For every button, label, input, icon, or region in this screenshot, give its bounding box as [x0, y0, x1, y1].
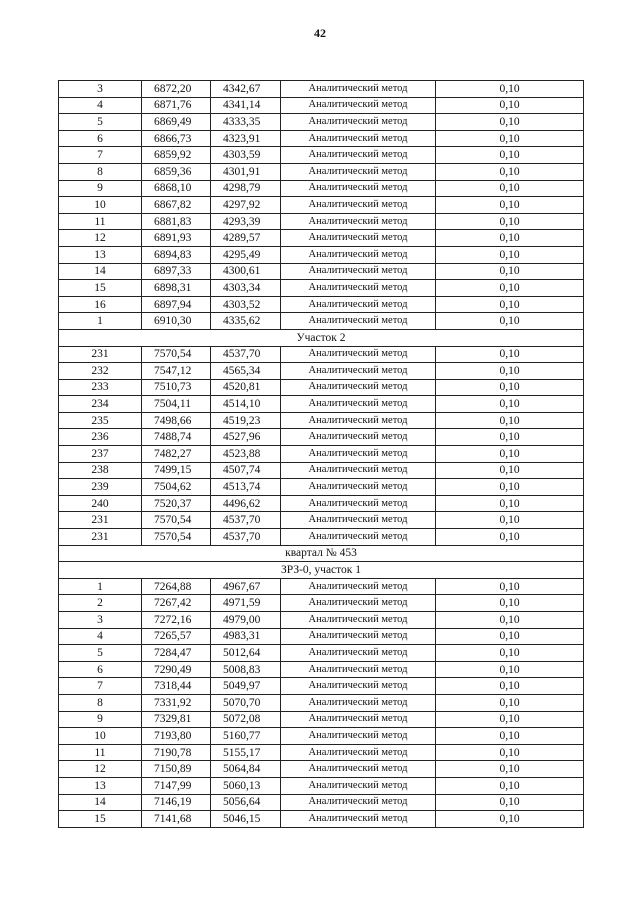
method-cell: Аналитический метод — [281, 645, 436, 662]
point-number-cell: 7 — [59, 147, 142, 164]
point-number-cell: 13 — [59, 777, 142, 794]
x-coordinate-cell: 6898,31 — [142, 280, 211, 297]
y-coordinate-cell: 4303,34 — [211, 280, 281, 297]
x-coordinate-cell: 7499,15 — [142, 462, 211, 479]
coordinates-table — [58, 80, 584, 828]
x-coordinate-cell: 6866,73 — [142, 130, 211, 147]
accuracy-cell: 0,10 — [436, 462, 584, 479]
method-cell: Аналитический метод — [281, 794, 436, 811]
point-number-cell: 237 — [59, 446, 142, 463]
table-row — [59, 479, 584, 496]
accuracy-cell: 0,10 — [436, 661, 584, 678]
method-cell: Аналитический метод — [281, 97, 436, 114]
point-number-cell: 236 — [59, 429, 142, 446]
accuracy-cell: 0,10 — [436, 147, 584, 164]
y-coordinate-cell: 4301,91 — [211, 163, 281, 180]
table-row — [59, 114, 584, 131]
x-coordinate-cell: 6897,94 — [142, 296, 211, 313]
x-coordinate-cell: 7190,78 — [142, 744, 211, 761]
method-cell: Аналитический метод — [281, 246, 436, 263]
accuracy-cell: 0,10 — [436, 794, 584, 811]
accuracy-cell: 0,10 — [436, 130, 584, 147]
accuracy-cell: 0,10 — [436, 180, 584, 197]
page-number: 42 — [314, 26, 326, 40]
table-row — [59, 396, 584, 413]
accuracy-cell: 0,10 — [436, 811, 584, 828]
accuracy-cell: 0,10 — [436, 694, 584, 711]
y-coordinate-cell: 4537,70 — [211, 512, 281, 529]
section-heading-row — [59, 545, 584, 562]
accuracy-cell: 0,10 — [436, 412, 584, 429]
method-cell: Аналитический метод — [281, 114, 436, 131]
y-coordinate-cell: 4527,96 — [211, 429, 281, 446]
point-number-cell: 231 — [59, 346, 142, 363]
y-coordinate-cell: 5049,97 — [211, 678, 281, 695]
y-coordinate-cell: 5070,70 — [211, 694, 281, 711]
point-number-cell: 9 — [59, 180, 142, 197]
x-coordinate-cell: 6869,49 — [142, 114, 211, 131]
x-coordinate-cell: 7570,54 — [142, 346, 211, 363]
y-coordinate-cell: 4514,10 — [211, 396, 281, 413]
y-coordinate-cell: 4303,59 — [211, 147, 281, 164]
point-number-cell: 14 — [59, 794, 142, 811]
accuracy-cell: 0,10 — [436, 711, 584, 728]
table-row — [59, 147, 584, 164]
point-number-cell: 7 — [59, 678, 142, 695]
x-coordinate-cell: 6910,30 — [142, 313, 211, 330]
x-coordinate-cell: 7147,99 — [142, 777, 211, 794]
table-row — [59, 197, 584, 214]
point-number-cell: 3 — [59, 81, 142, 98]
point-number-cell: 10 — [59, 728, 142, 745]
table-row — [59, 612, 584, 629]
table-row — [59, 595, 584, 612]
method-cell: Аналитический метод — [281, 313, 436, 330]
accuracy-cell: 0,10 — [436, 280, 584, 297]
y-coordinate-cell: 5060,13 — [211, 777, 281, 794]
table-row — [59, 462, 584, 479]
y-coordinate-cell: 4300,61 — [211, 263, 281, 280]
point-number-cell: 6 — [59, 130, 142, 147]
table-row — [59, 678, 584, 695]
y-coordinate-cell: 4293,39 — [211, 213, 281, 230]
accuracy-cell: 0,10 — [436, 81, 584, 98]
y-coordinate-cell: 5072,08 — [211, 711, 281, 728]
table-row — [59, 296, 584, 313]
table-row — [59, 628, 584, 645]
accuracy-cell: 0,10 — [436, 263, 584, 280]
x-coordinate-cell: 7150,89 — [142, 761, 211, 778]
accuracy-cell: 0,10 — [436, 645, 584, 662]
y-coordinate-cell: 4323,91 — [211, 130, 281, 147]
x-coordinate-cell: 6868,10 — [142, 180, 211, 197]
accuracy-cell: 0,10 — [436, 678, 584, 695]
method-cell: Аналитический метод — [281, 81, 436, 98]
table-row — [59, 130, 584, 147]
point-number-cell: 231 — [59, 529, 142, 546]
x-coordinate-cell: 7193,80 — [142, 728, 211, 745]
table-row — [59, 363, 584, 380]
accuracy-cell: 0,10 — [436, 728, 584, 745]
y-coordinate-cell: 5155,17 — [211, 744, 281, 761]
method-cell: Аналитический метод — [281, 529, 436, 546]
y-coordinate-cell: 5008,83 — [211, 661, 281, 678]
x-coordinate-cell: 7504,11 — [142, 396, 211, 413]
table-row — [59, 246, 584, 263]
method-cell: Аналитический метод — [281, 180, 436, 197]
table-row — [59, 495, 584, 512]
point-number-cell: 4 — [59, 97, 142, 114]
section-heading: ЗРЗ-0, участок 1 — [59, 562, 584, 579]
point-number-cell: 9 — [59, 711, 142, 728]
y-coordinate-cell: 4342,67 — [211, 81, 281, 98]
x-coordinate-cell: 7272,16 — [142, 612, 211, 629]
y-coordinate-cell: 4537,70 — [211, 346, 281, 363]
y-coordinate-cell: 4297,92 — [211, 197, 281, 214]
table-row — [59, 711, 584, 728]
section-heading-row — [59, 329, 584, 346]
y-coordinate-cell: 4335,62 — [211, 313, 281, 330]
point-number-cell: 239 — [59, 479, 142, 496]
point-number-cell: 1 — [59, 313, 142, 330]
x-coordinate-cell: 7284,47 — [142, 645, 211, 662]
accuracy-cell: 0,10 — [436, 446, 584, 463]
table-row — [59, 263, 584, 280]
x-coordinate-cell: 7264,88 — [142, 578, 211, 595]
table-row — [59, 728, 584, 745]
y-coordinate-cell: 5160,77 — [211, 728, 281, 745]
point-number-cell: 231 — [59, 512, 142, 529]
method-cell: Аналитический метод — [281, 578, 436, 595]
y-coordinate-cell: 4341,14 — [211, 97, 281, 114]
table-row — [59, 645, 584, 662]
method-cell: Аналитический метод — [281, 363, 436, 380]
y-coordinate-cell: 4979,00 — [211, 612, 281, 629]
y-coordinate-cell: 4333,35 — [211, 114, 281, 131]
accuracy-cell: 0,10 — [436, 163, 584, 180]
method-cell: Аналитический метод — [281, 479, 436, 496]
point-number-cell: 234 — [59, 396, 142, 413]
table-row — [59, 777, 584, 794]
accuracy-cell: 0,10 — [436, 213, 584, 230]
x-coordinate-cell: 7141,68 — [142, 811, 211, 828]
method-cell: Аналитический метод — [281, 761, 436, 778]
x-coordinate-cell: 7331,92 — [142, 694, 211, 711]
point-number-cell: 10 — [59, 197, 142, 214]
accuracy-cell: 0,10 — [436, 429, 584, 446]
method-cell: Аналитический метод — [281, 711, 436, 728]
table-row — [59, 379, 584, 396]
method-cell: Аналитический метод — [281, 446, 436, 463]
method-cell: Аналитический метод — [281, 147, 436, 164]
table-row — [59, 744, 584, 761]
accuracy-cell: 0,10 — [436, 612, 584, 629]
point-number-cell: 8 — [59, 694, 142, 711]
method-cell: Аналитический метод — [281, 379, 436, 396]
y-coordinate-cell: 4496,62 — [211, 495, 281, 512]
y-coordinate-cell: 5046,15 — [211, 811, 281, 828]
method-cell: Аналитический метод — [281, 429, 436, 446]
section-heading: Участок 2 — [59, 329, 584, 346]
method-cell: Аналитический метод — [281, 280, 436, 297]
y-coordinate-cell: 4537,70 — [211, 529, 281, 546]
point-number-cell: 11 — [59, 213, 142, 230]
section-heading-row — [59, 562, 584, 579]
table-row — [59, 213, 584, 230]
method-cell: Аналитический метод — [281, 512, 436, 529]
x-coordinate-cell: 7498,66 — [142, 412, 211, 429]
method-cell: Аналитический метод — [281, 296, 436, 313]
table-row — [59, 661, 584, 678]
method-cell: Аналитический метод — [281, 811, 436, 828]
x-coordinate-cell: 7267,42 — [142, 595, 211, 612]
point-number-cell: 5 — [59, 645, 142, 662]
x-coordinate-cell: 7318,44 — [142, 678, 211, 695]
y-coordinate-cell: 5064,84 — [211, 761, 281, 778]
method-cell: Аналитический метод — [281, 661, 436, 678]
accuracy-cell: 0,10 — [436, 97, 584, 114]
point-number-cell: 232 — [59, 363, 142, 380]
accuracy-cell: 0,10 — [436, 529, 584, 546]
point-number-cell: 16 — [59, 296, 142, 313]
section-heading: квартал № 453 — [59, 545, 584, 562]
x-coordinate-cell: 7520,37 — [142, 495, 211, 512]
x-coordinate-cell: 6894,83 — [142, 246, 211, 263]
accuracy-cell: 0,10 — [436, 246, 584, 263]
method-cell: Аналитический метод — [281, 595, 436, 612]
accuracy-cell: 0,10 — [436, 512, 584, 529]
y-coordinate-cell: 4298,79 — [211, 180, 281, 197]
accuracy-cell: 0,10 — [436, 495, 584, 512]
method-cell: Аналитический метод — [281, 213, 436, 230]
method-cell: Аналитический метод — [281, 230, 436, 247]
accuracy-cell: 0,10 — [436, 346, 584, 363]
point-number-cell: 240 — [59, 495, 142, 512]
table-row — [59, 280, 584, 297]
x-coordinate-cell: 6867,82 — [142, 197, 211, 214]
x-coordinate-cell: 7570,54 — [142, 512, 211, 529]
point-number-cell: 233 — [59, 379, 142, 396]
y-coordinate-cell: 4971,59 — [211, 595, 281, 612]
method-cell: Аналитический метод — [281, 130, 436, 147]
method-cell: Аналитический метод — [281, 694, 436, 711]
point-number-cell: 14 — [59, 263, 142, 280]
x-coordinate-cell: 7290,49 — [142, 661, 211, 678]
point-number-cell: 4 — [59, 628, 142, 645]
accuracy-cell: 0,10 — [436, 379, 584, 396]
y-coordinate-cell: 4565,34 — [211, 363, 281, 380]
accuracy-cell: 0,10 — [436, 479, 584, 496]
method-cell: Аналитический метод — [281, 263, 436, 280]
table-row — [59, 230, 584, 247]
point-number-cell: 12 — [59, 761, 142, 778]
x-coordinate-cell: 7488,74 — [142, 429, 211, 446]
y-coordinate-cell: 4967,67 — [211, 578, 281, 595]
x-coordinate-cell: 6859,36 — [142, 163, 211, 180]
y-coordinate-cell: 4513,74 — [211, 479, 281, 496]
point-number-cell: 2 — [59, 595, 142, 612]
y-coordinate-cell: 4520,81 — [211, 379, 281, 396]
method-cell: Аналитический метод — [281, 396, 436, 413]
x-coordinate-cell: 7146,19 — [142, 794, 211, 811]
table-row — [59, 81, 584, 98]
x-coordinate-cell: 7510,73 — [142, 379, 211, 396]
table-row — [59, 811, 584, 828]
x-coordinate-cell: 6897,33 — [142, 263, 211, 280]
y-coordinate-cell: 4523,88 — [211, 446, 281, 463]
table-row — [59, 163, 584, 180]
table-row — [59, 429, 584, 446]
method-cell: Аналитический метод — [281, 612, 436, 629]
y-coordinate-cell: 5056,64 — [211, 794, 281, 811]
accuracy-cell: 0,10 — [436, 595, 584, 612]
x-coordinate-cell: 6881,83 — [142, 213, 211, 230]
x-coordinate-cell: 6859,92 — [142, 147, 211, 164]
table-row — [59, 761, 584, 778]
accuracy-cell: 0,10 — [436, 777, 584, 794]
x-coordinate-cell: 6891,93 — [142, 230, 211, 247]
accuracy-cell: 0,10 — [436, 628, 584, 645]
method-cell: Аналитический метод — [281, 412, 436, 429]
method-cell: Аналитический метод — [281, 678, 436, 695]
method-cell: Аналитический метод — [281, 777, 436, 794]
point-number-cell: 15 — [59, 280, 142, 297]
accuracy-cell: 0,10 — [436, 396, 584, 413]
y-coordinate-cell: 5012,64 — [211, 645, 281, 662]
method-cell: Аналитический метод — [281, 346, 436, 363]
accuracy-cell: 0,10 — [436, 744, 584, 761]
point-number-cell: 5 — [59, 114, 142, 131]
coordinates-table-body — [59, 81, 584, 828]
method-cell: Аналитический метод — [281, 462, 436, 479]
point-number-cell: 12 — [59, 230, 142, 247]
x-coordinate-cell: 7570,54 — [142, 529, 211, 546]
point-number-cell: 13 — [59, 246, 142, 263]
method-cell: Аналитический метод — [281, 495, 436, 512]
x-coordinate-cell: 7265,57 — [142, 628, 211, 645]
point-number-cell: 3 — [59, 612, 142, 629]
point-number-cell: 1 — [59, 578, 142, 595]
table-row — [59, 694, 584, 711]
table-row — [59, 346, 584, 363]
table-row — [59, 512, 584, 529]
point-number-cell: 6 — [59, 661, 142, 678]
point-number-cell: 15 — [59, 811, 142, 828]
y-coordinate-cell: 4983,31 — [211, 628, 281, 645]
accuracy-cell: 0,10 — [436, 313, 584, 330]
method-cell: Аналитический метод — [281, 728, 436, 745]
x-coordinate-cell: 7504,62 — [142, 479, 211, 496]
x-coordinate-cell: 7329,81 — [142, 711, 211, 728]
table-row — [59, 180, 584, 197]
x-coordinate-cell: 7547,12 — [142, 363, 211, 380]
method-cell: Аналитический метод — [281, 163, 436, 180]
point-number-cell: 11 — [59, 744, 142, 761]
accuracy-cell: 0,10 — [436, 363, 584, 380]
table-row — [59, 412, 584, 429]
accuracy-cell: 0,10 — [436, 296, 584, 313]
point-number-cell: 238 — [59, 462, 142, 479]
x-coordinate-cell: 6872,20 — [142, 81, 211, 98]
table-row — [59, 313, 584, 330]
accuracy-cell: 0,10 — [436, 578, 584, 595]
y-coordinate-cell: 4507,74 — [211, 462, 281, 479]
point-number-cell: 8 — [59, 163, 142, 180]
y-coordinate-cell: 4303,52 — [211, 296, 281, 313]
x-coordinate-cell: 7482,27 — [142, 446, 211, 463]
table-row — [59, 529, 584, 546]
y-coordinate-cell: 4519,23 — [211, 412, 281, 429]
method-cell: Аналитический метод — [281, 628, 436, 645]
accuracy-cell: 0,10 — [436, 230, 584, 247]
y-coordinate-cell: 4295,49 — [211, 246, 281, 263]
x-coordinate-cell: 6871,76 — [142, 97, 211, 114]
accuracy-cell: 0,10 — [436, 114, 584, 131]
accuracy-cell: 0,10 — [436, 761, 584, 778]
point-number-cell: 235 — [59, 412, 142, 429]
method-cell: Аналитический метод — [281, 197, 436, 214]
table-row — [59, 446, 584, 463]
accuracy-cell: 0,10 — [436, 197, 584, 214]
method-cell: Аналитический метод — [281, 744, 436, 761]
y-coordinate-cell: 4289,57 — [211, 230, 281, 247]
table-row — [59, 794, 584, 811]
table-row — [59, 578, 584, 595]
table-row — [59, 97, 584, 114]
